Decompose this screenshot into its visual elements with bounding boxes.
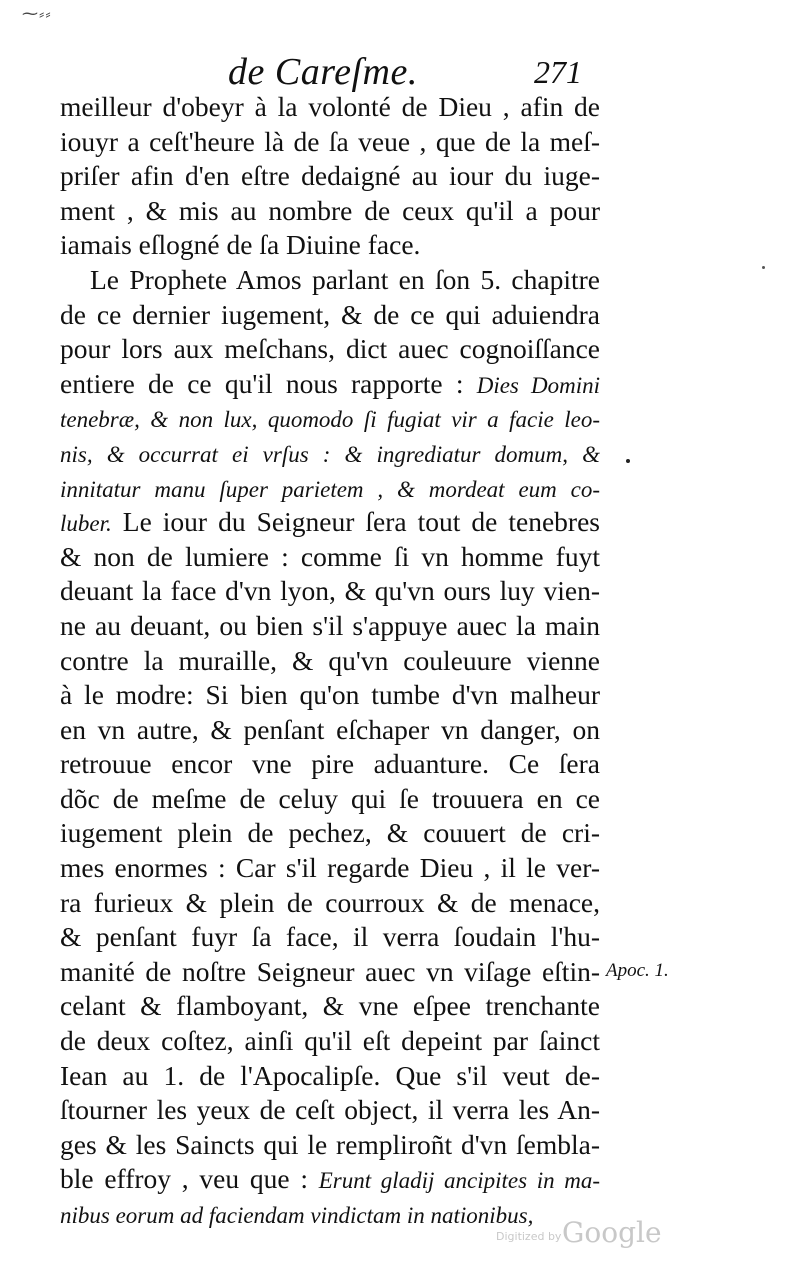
text-segment: priſer afin d'en eſtre dedaigné au iour du iuge-: [60, 160, 600, 192]
text-line: [60, 332, 600, 367]
text-segment: iugement plein de pechez, & couuert de cri-: [60, 817, 600, 849]
text-segment: mes enormes : Car s'il regarde Dieu , il le ver-: [60, 852, 600, 884]
text-line: [60, 782, 600, 817]
text-segment: retrouue encor vne pire aduanture. Ce ſera: [60, 748, 600, 780]
text-segment: celant & flamboyant, & vne eſpee trenchante: [60, 990, 600, 1022]
google-logo: Google: [562, 1216, 662, 1249]
text-line: [60, 747, 600, 782]
latin-quote-segment: Dies Domini: [476, 372, 600, 398]
text-segment: de ce dernier iugement, & de ce qui aduiendra: [60, 298, 600, 330]
text-line: [60, 713, 600, 748]
body-text: [60, 90, 600, 1232]
text-line: [60, 159, 600, 194]
ink-speck: [762, 266, 765, 269]
text-segment: Iean au 1. de l'Apocalipſe. Que s'il veut de-: [60, 1059, 600, 1091]
text-line: [60, 574, 600, 609]
text-segment: ra furieux & plein de courroux & de menace,: [60, 886, 600, 918]
latin-quote-segment: nis, & occurrat ei vrſus : & ingrediatur domum, &: [60, 441, 600, 467]
text-segment: ne au deuant, ou bien s'il s'appuye auec la main: [60, 609, 600, 641]
page-number: 271: [534, 54, 582, 90]
text-line: [60, 955, 600, 990]
text-segment: contre la muraille, & qu'vn couleuure vienne: [60, 644, 600, 676]
text-segment: & penſant fuyr ſa face, il verra ſoudain l'hu-: [60, 921, 600, 953]
text-line: [60, 194, 600, 229]
text-line: [60, 401, 600, 436]
text-line: [60, 609, 600, 644]
text-line: [60, 367, 600, 402]
text-segment: ment , & mis au nombre de ceux qu'il a pour: [60, 194, 600, 226]
text-line: [60, 90, 600, 125]
watermark-digitized-by: Digitized by: [496, 1230, 562, 1243]
text-line: [60, 678, 600, 713]
text-line: [60, 644, 600, 679]
text-segment: ges & les Saincts qui le rempliroñt d'vn ſembla-: [60, 1128, 600, 1160]
text-segment: iamais eſlogné de ſa Diuine face.: [60, 229, 421, 261]
latin-quote-segment: luber.: [60, 511, 112, 537]
text-line: [60, 816, 600, 851]
running-title: de Careſme.: [228, 51, 418, 93]
text-segment: meilleur d'obeyr à la volonté de Dieu , afin de: [60, 91, 600, 122]
text-line: [60, 263, 600, 298]
text-segment: à le modre: Si bien qu'on tumbe d'vn malheur: [60, 679, 600, 711]
ink-speck: [626, 459, 630, 463]
text-line: [60, 920, 600, 955]
corner-mark: ⁓⸗⸗: [22, 4, 52, 23]
latin-quote-segment: innitatur manu ſuper parietem , & mordeat eum co-: [60, 476, 600, 502]
text-line: [60, 298, 600, 333]
text-line: [60, 1059, 600, 1094]
text-segment: Le Prophete Amos parlant en ſon 5. chapitre: [90, 263, 600, 295]
text-line: [60, 228, 600, 263]
text-line: [60, 1162, 600, 1197]
text-segment: ble effroy , veu que :: [60, 1163, 319, 1195]
text-segment: ſtourner les yeux de ceſt object, il verra les An-: [60, 1094, 600, 1126]
text-segment: en vn autre, & penſant eſchaper vn danger, on: [60, 713, 600, 745]
text-segment: entiere de ce qu'il nous rapporte :: [60, 367, 477, 399]
margin-note: Apoc. 1.: [606, 960, 669, 981]
text-segment: & non de lumiere : comme ſi vn homme fuyt: [60, 540, 600, 572]
text-line: [60, 125, 600, 160]
text-line: [60, 851, 600, 886]
text-segment: deuant la face d'vn lyon, & qu'vn ours luy vien-: [60, 575, 600, 607]
text-line: [60, 436, 600, 471]
text-line: [60, 1024, 600, 1059]
text-line: [60, 886, 600, 921]
latin-quote-segment: tenebræ, & non lux, quomodo ſi fugiat vir a facie leo-: [60, 407, 600, 433]
text-line: [60, 505, 600, 540]
text-line: [60, 471, 600, 506]
text-segment: dõc de meſme de celuy qui ſe trouuera en ce: [60, 782, 600, 814]
latin-quote-segment: Erunt gladij ancipites in ma-: [318, 1168, 600, 1194]
text-line: [60, 1128, 600, 1163]
text-segment: iouyr a ceſt'heure là de ſa veue , que de la meſ-: [60, 125, 600, 157]
digitization-watermark: [496, 1216, 666, 1256]
text-segment: manité de noſtre Seigneur auec vn viſage eſtin-: [60, 955, 600, 987]
text-segment: de deux coſtez, ainſi qu'il eſt depeint par ſainct: [60, 1025, 600, 1057]
text-line: [60, 989, 600, 1024]
text-line: [60, 540, 600, 575]
text-line: [60, 1093, 600, 1128]
latin-quote-segment: nibus eorum ad faciendam vindictam in nationibus,: [60, 1203, 534, 1228]
text-segment: pour lors aux meſchans, dict auec cognoiſſance: [60, 333, 600, 365]
text-segment: Le iour du Seigneur ſera tout de tenebres: [111, 506, 600, 538]
